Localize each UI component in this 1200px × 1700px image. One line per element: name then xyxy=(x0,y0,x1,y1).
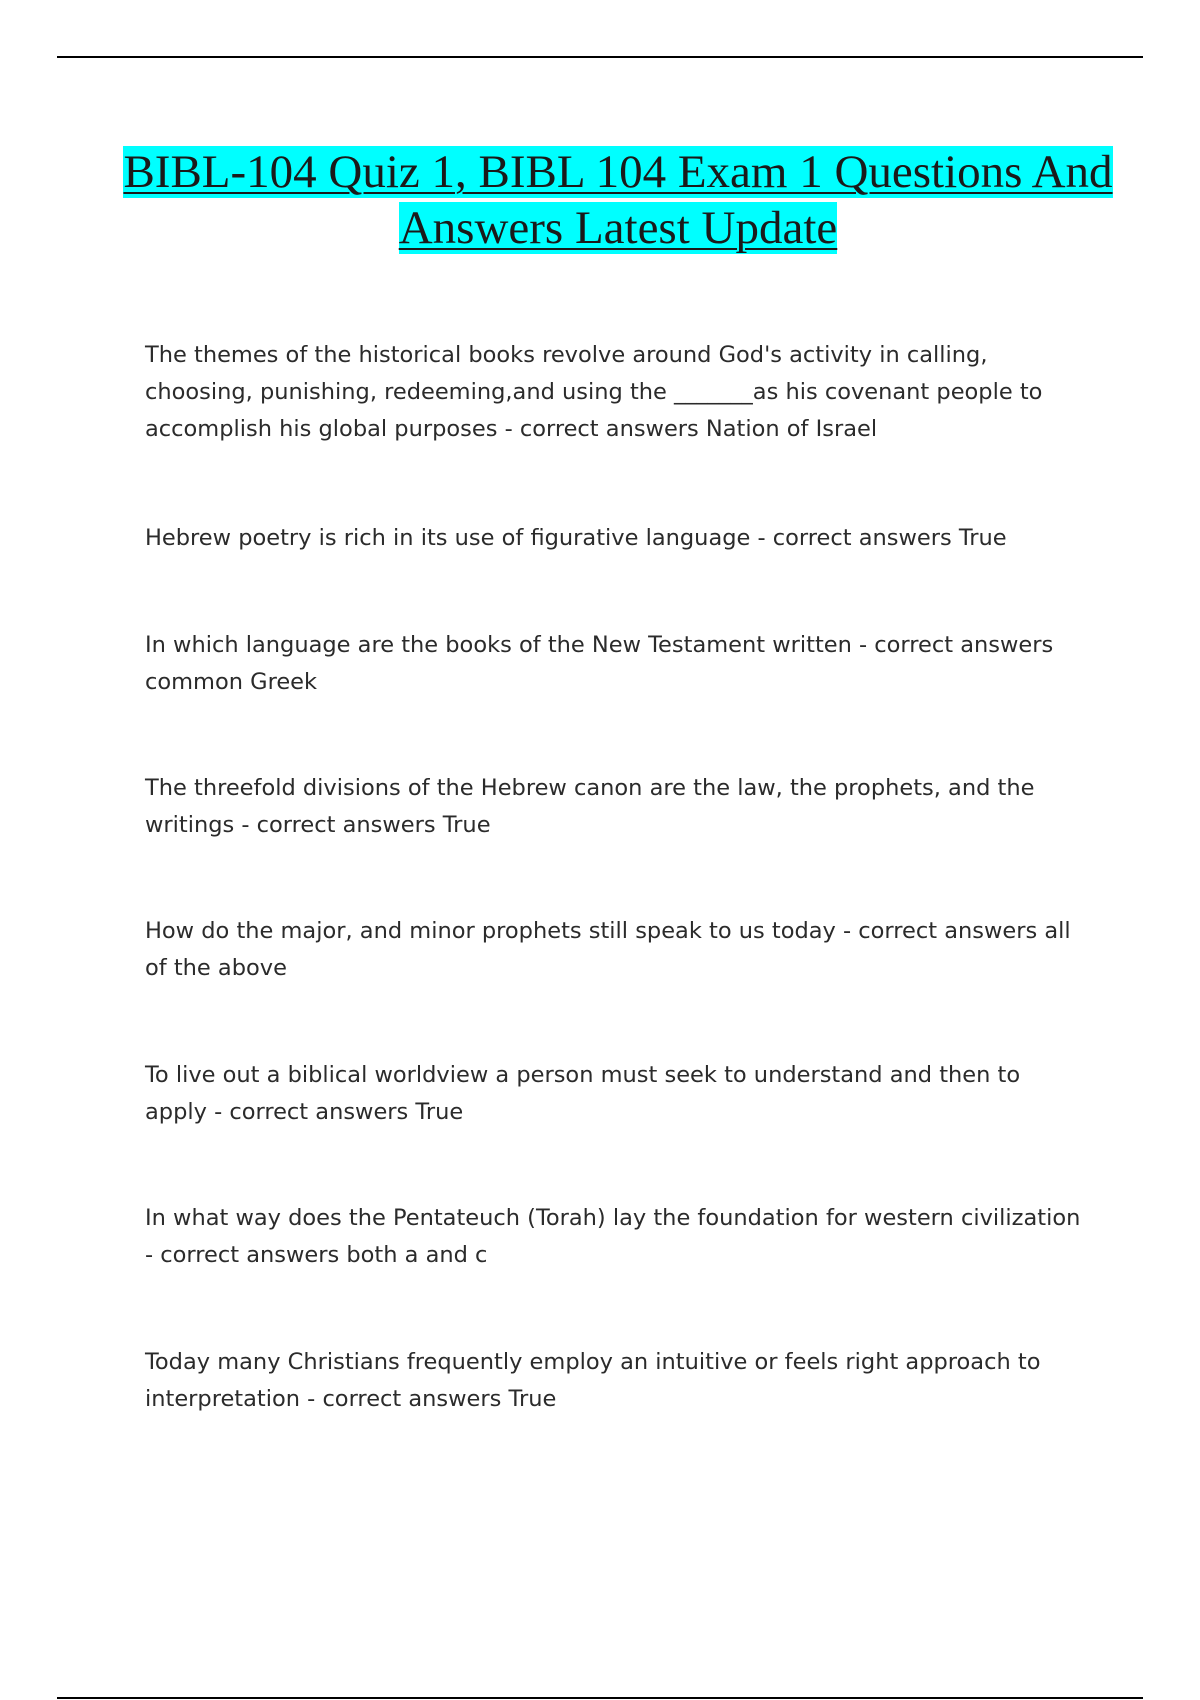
qa-item-1: The themes of the historical books revolve around God's activity in calling, choosing, punishing, redeeming,and using the _______as his covenant people to accomplish his global purposes - correct answers Nation of Israel xyxy=(145,342,1043,442)
qa-item-3: In which language are the books of the New Testament written - correct answers common Greek xyxy=(145,632,1054,695)
document-title xyxy=(120,144,1116,256)
bottom-rule xyxy=(57,1697,1143,1699)
document-title-text: BIBL-104 Quiz 1, BIBL 104 Exam 1 Questions And Answers Latest Update xyxy=(123,146,1113,254)
qa-item-4: The threefold divisions of the Hebrew canon are the law, the prophets, and the writings - correct answers True xyxy=(145,775,1035,838)
qa-item-5: How do the major, and minor prophets still speak to us today - correct answers all of the above xyxy=(145,918,1071,981)
top-rule xyxy=(57,56,1143,58)
qa-item-7: In what way does the Pentateuch (Torah) lay the foundation for western civilization - correct answers both a and c xyxy=(145,1205,1081,1268)
qa-item-2: Hebrew poetry is rich in its use of figurative language - correct answers True xyxy=(145,525,1007,551)
qa-item-8: Today many Christians frequently employ an intuitive or feels right approach to interpretation - correct answers True xyxy=(145,1349,1041,1412)
qa-item-6: To live out a biblical worldview a person must seek to understand and then to apply - correct answers True xyxy=(145,1062,1021,1125)
